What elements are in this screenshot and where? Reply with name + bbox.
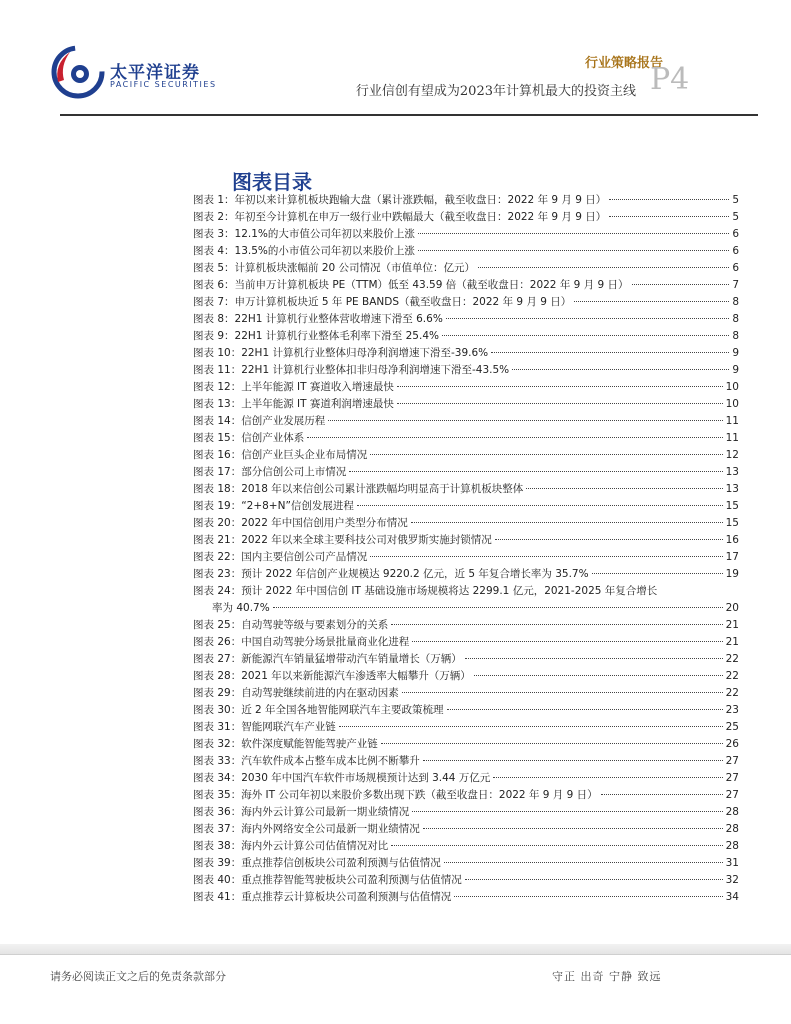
- toc-entry-page: 9: [732, 347, 739, 359]
- footer-band: [0, 944, 791, 954]
- toc-entry-label: 图表 25：自动驾驶等级与要素划分的关系: [193, 619, 389, 631]
- toc-leader-dots: [402, 692, 723, 693]
- toc-leader-dots: [526, 488, 722, 489]
- toc-entry-page: 20: [725, 602, 739, 614]
- toc-leader-dots: [592, 573, 723, 574]
- toc-entry-page: 8: [732, 330, 739, 342]
- toc-entry-label: 图表 27：新能源汽车销量猛增带动汽车销量增长（万辆）: [193, 653, 462, 665]
- toc-entry-label: 图表 37：海内外网络安全公司最新一期业绩情况: [193, 823, 420, 835]
- footer-divider: [0, 954, 791, 955]
- toc-entry-label: 图表 34：2030 年中国汽车软件市场规模预计达到 3.44 万亿元: [193, 772, 491, 784]
- toc-entry-page: 28: [725, 806, 739, 818]
- toc-leader-dots: [418, 233, 729, 234]
- toc-entry[interactable]: [193, 753, 739, 770]
- toc-entry-label: 图表 16：信创产业巨头企业布局情况: [193, 449, 368, 461]
- toc-entry[interactable]: [193, 634, 739, 651]
- toc-entry[interactable]: [193, 447, 739, 464]
- toc-leader-dots: [447, 709, 723, 710]
- toc-entry[interactable]: [193, 872, 739, 889]
- toc-leader-dots: [397, 386, 723, 387]
- toc-entry[interactable]: [193, 515, 739, 532]
- toc-entry-page: 22: [725, 670, 739, 682]
- toc-entry-page: 32: [725, 874, 739, 886]
- pacific-securities-logo-icon: [50, 44, 106, 100]
- toc-entry[interactable]: [193, 855, 739, 872]
- toc-entry-label: 图表 29：自动驾驶继续前进的内在驱动因素: [193, 687, 399, 699]
- toc-leader-dots: [442, 335, 729, 336]
- toc-entry-label: 图表 13：上半年能源 IT 赛道利润增速最快: [193, 398, 394, 410]
- toc-title: 图表目录: [232, 170, 312, 194]
- toc-entry-page: 13: [725, 466, 739, 478]
- toc-entry-label: 图表 21：2022 年以来全球主要科技公司对俄罗斯实施封锁情况: [193, 534, 492, 546]
- toc-entry[interactable]: [193, 498, 739, 515]
- toc-leader-dots: [465, 879, 723, 880]
- toc-entry[interactable]: [193, 651, 739, 668]
- toc-entry[interactable]: [193, 838, 739, 855]
- toc-leader-dots: [370, 556, 722, 557]
- report-type: 行业策略报告: [584, 56, 663, 71]
- toc-leader-dots: [412, 811, 722, 812]
- toc-entry-page: 12: [725, 449, 739, 461]
- toc-leader-dots: [397, 403, 723, 404]
- toc-entry-page: 26: [725, 738, 739, 750]
- toc-entry-page: 22: [725, 687, 739, 699]
- toc-entry-label: 图表 1：年初以来计算机板块跑输大盘（累计涨跌幅，截至收盘日：2022 年 9 月 9 日）: [193, 194, 607, 206]
- toc-leader-dots: [512, 369, 729, 370]
- toc-entry[interactable]: [193, 430, 739, 447]
- toc-entry[interactable]: [193, 685, 739, 702]
- toc-leader-dots: [328, 420, 722, 421]
- toc-entry-label: 图表 31：智能网联汽车产业链: [193, 721, 336, 733]
- toc-entry-label: 图表 35：海外 IT 公司年初以来股价多数出现下跌（截至收盘日：2022 年 9 月 9 日）: [193, 789, 598, 801]
- toc-leader-dots: [307, 437, 722, 438]
- toc-leader-dots: [349, 471, 722, 472]
- toc-entry[interactable]: [193, 294, 739, 311]
- toc-entry[interactable]: [193, 192, 739, 209]
- toc-entry-page: 25: [725, 721, 739, 733]
- toc-entry-page: 27: [725, 772, 739, 784]
- toc-entry-page: 10: [725, 398, 739, 410]
- toc-leader-dots: [418, 250, 729, 251]
- toc-leader-dots: [609, 216, 729, 217]
- report-title: 行业信创有望成为2023年计算机最大的投资主线: [355, 84, 636, 99]
- toc-entry-page: 16: [725, 534, 739, 546]
- toc-entry-label: 图表 40：重点推荐智能驾驶板块公司盈利预测与估值情况: [193, 874, 462, 886]
- toc-entry-label: 率为 40.7%: [212, 602, 270, 614]
- toc-entry[interactable]: [193, 821, 739, 838]
- toc-entry[interactable]: [193, 583, 739, 600]
- toc-entry[interactable]: [193, 311, 739, 328]
- toc-entry[interactable]: [193, 736, 739, 753]
- toc-leader-dots: [474, 675, 723, 676]
- toc-entry-label: 图表 30：近 2 年全国各地智能网联汽车主要政策梳理: [193, 704, 444, 716]
- toc-entry[interactable]: [193, 549, 739, 566]
- toc-leader-dots: [339, 726, 723, 727]
- toc-entry-label: 图表 20：2022 年中国信创用户类型分布情况: [193, 517, 408, 529]
- toc-entry-label: 图表 3：12.1%的大市值公司年初以来股价上涨: [193, 228, 415, 240]
- toc-entry[interactable]: [193, 277, 739, 294]
- toc-entry-label: 图表 15：信创产业体系: [193, 432, 305, 444]
- toc-entry[interactable]: [193, 464, 739, 481]
- toc-entry-label: 图表 18：2018 年以来信创公司累计涨跌幅均明显高于计算机板块整体: [193, 483, 524, 495]
- toc-leader-dots: [423, 760, 723, 761]
- toc-entry[interactable]: [193, 362, 739, 379]
- toc-entry-continuation[interactable]: [193, 600, 739, 617]
- toc-entry-page: 22: [725, 653, 739, 665]
- toc-entry-label: 图表 4：13.5%的小市值公司年初以来股价上涨: [193, 245, 415, 257]
- toc-entry[interactable]: [193, 396, 739, 413]
- toc-entry-page: 11: [725, 415, 739, 427]
- toc-leader-dots: [491, 352, 729, 353]
- toc-leader-dots: [391, 845, 722, 846]
- header-divider: [60, 114, 758, 116]
- toc-entry-label: 图表 32：软件深度赋能智能驾驶产业链: [193, 738, 378, 750]
- toc-leader-dots: [454, 896, 722, 897]
- toc-entry-page: 31: [725, 857, 739, 869]
- toc-leader-dots: [632, 284, 730, 285]
- toc-entry-label: 图表 23：预计 2022 年信创产业规模达 9220.2 亿元，近 5 年复合增长率为 35.7%: [193, 568, 589, 580]
- toc-entry-page: 6: [732, 262, 739, 274]
- toc-entry-label: 图表 24：预计 2022 年中国信创 IT 基础设施市场规模将达 2299.1 亿元，2021-2025 年复合增长: [193, 585, 658, 597]
- toc-entry[interactable]: [193, 617, 739, 634]
- toc-entry-page: 28: [725, 840, 739, 852]
- toc-leader-dots: [412, 641, 722, 642]
- toc-entry-label: 图表 9：22H1 计算机行业整体毛利率下滑至 25.4%: [193, 330, 439, 342]
- toc-entry[interactable]: [193, 804, 739, 821]
- toc-entry-page: 21: [725, 636, 739, 648]
- toc-entry-page: 6: [732, 228, 739, 240]
- toc-entry-label: 图表 19：“2+8+N”信创发展进程: [193, 500, 354, 512]
- toc-entry-page: 6: [732, 245, 739, 257]
- toc-leader-dots: [273, 607, 723, 608]
- toc-entry-page: 28: [725, 823, 739, 835]
- toc-leader-dots: [357, 505, 723, 506]
- toc-leader-dots: [444, 862, 723, 863]
- toc-entry-page: 8: [732, 296, 739, 308]
- table-of-figures: [193, 192, 739, 906]
- brand-name-en: PACIFIC SECURITIES: [110, 80, 217, 89]
- toc-entry[interactable]: [193, 532, 739, 549]
- toc-entry-label: 图表 22：国内主要信创公司产品情况: [193, 551, 368, 563]
- toc-entry-page: 27: [725, 789, 739, 801]
- toc-leader-dots: [601, 794, 723, 795]
- toc-entry-label: 图表 12：上半年能源 IT 赛道收入增速最快: [193, 381, 394, 393]
- toc-entry-page: 7: [732, 279, 739, 291]
- toc-entry-label: 图表 26：中国自动驾驶分场景批量商业化进程: [193, 636, 410, 648]
- toc-entry-page: 15: [725, 500, 739, 512]
- toc-entry-page: 13: [725, 483, 739, 495]
- toc-leader-dots: [423, 828, 723, 829]
- toc-entry[interactable]: [193, 566, 739, 583]
- toc-entry[interactable]: [193, 379, 739, 396]
- toc-entry-label: 图表 2：年初至今计算机在申万一级行业中跌幅最大（截至收盘日：2022 年 9 月 9 日）: [193, 211, 607, 223]
- toc-leader-dots: [495, 539, 723, 540]
- toc-entry[interactable]: [193, 260, 739, 277]
- toc-entry-page: 23: [725, 704, 739, 716]
- toc-entry[interactable]: [193, 413, 739, 430]
- toc-leader-dots: [609, 199, 729, 200]
- toc-entry[interactable]: [193, 209, 739, 226]
- toc-entry[interactable]: [193, 889, 739, 906]
- toc-entry[interactable]: [193, 668, 739, 685]
- toc-entry-label: 图表 41：重点推荐云计算板块公司盈利预测与估值情况: [193, 891, 452, 903]
- footer-motto: 守正 出奇 宁静 致远: [552, 970, 662, 983]
- toc-entry-label: 图表 11：22H1 计算机行业整体扣非归母净利润增速下滑至-43.5%: [193, 364, 510, 376]
- toc-entry-page: 27: [725, 755, 739, 767]
- toc-entry-page: 21: [725, 619, 739, 631]
- toc-entry[interactable]: [193, 243, 739, 260]
- toc-entry-page: 15: [725, 517, 739, 529]
- toc-leader-dots: [411, 522, 723, 523]
- page-number: P4: [650, 62, 690, 97]
- toc-entry-page: 34: [725, 891, 739, 903]
- toc-entry[interactable]: [193, 328, 739, 345]
- toc-entry-page: 10: [725, 381, 739, 393]
- toc-entry[interactable]: [193, 481, 739, 498]
- toc-entry-page: 19: [725, 568, 739, 580]
- toc-entry-label: 图表 5：计算机板块涨幅前 20 公司情况（市值单位：亿元）: [193, 262, 476, 274]
- toc-entry-label: 图表 14：信创产业发展历程: [193, 415, 326, 427]
- toc-entry-label: 图表 38：海内外云计算公司估值情况对比: [193, 840, 389, 852]
- toc-leader-dots: [574, 301, 729, 302]
- toc-leader-dots: [391, 624, 722, 625]
- toc-entry-label: 图表 8：22H1 计算机行业整体营收增速下滑至 6.6%: [193, 313, 443, 325]
- toc-entry-label: 图表 17：部分信创公司上市情况: [193, 466, 347, 478]
- toc-entry-label: 图表 36：海内外云计算公司最新一期业绩情况: [193, 806, 410, 818]
- toc-entry-page: 5: [732, 194, 739, 206]
- footer-disclaimer: 请务必阅读正文之后的免责条款部分: [50, 970, 226, 983]
- toc-entry[interactable]: [193, 345, 739, 362]
- toc-leader-dots: [381, 743, 723, 744]
- toc-entry-label: 图表 10：22H1 计算机行业整体归母净利润增速下滑至-39.6%: [193, 347, 489, 359]
- toc-entry-label: 图表 7：申万计算机板块近 5 年 PE BANDS（截至收盘日：2022 年 9 月 9 日）: [193, 296, 572, 308]
- toc-entry-page: 9: [732, 364, 739, 376]
- toc-entry[interactable]: [193, 226, 739, 243]
- toc-entry-page: 11: [725, 432, 739, 444]
- toc-leader-dots: [465, 658, 723, 659]
- toc-entry-page: 17: [725, 551, 739, 563]
- brand-name-cn: 太平洋证券: [110, 63, 200, 83]
- toc-entry-label: 图表 33：汽车软件成本占整车成本比例不断攀升: [193, 755, 420, 767]
- toc-leader-dots: [478, 267, 729, 268]
- toc-entry[interactable]: [193, 719, 739, 736]
- toc-entry-label: 图表 6：当前申万计算机板块 PE（TTM）低至 43.59 倍（截至收盘日：2022 年 9 月 9 日）: [193, 279, 629, 291]
- toc-leader-dots: [493, 777, 722, 778]
- toc-entry[interactable]: [193, 770, 739, 787]
- toc-entry-label: 图表 39：重点推荐信创板块公司盈利预测与估值情况: [193, 857, 441, 869]
- toc-leader-dots: [446, 318, 730, 319]
- toc-entry-page: 8: [732, 313, 739, 325]
- toc-entry[interactable]: [193, 787, 739, 804]
- toc-entry-label: 图表 28：2021 年以来新能源汽车渗透率大幅攀升（万辆）: [193, 670, 471, 682]
- toc-entry[interactable]: [193, 702, 739, 719]
- toc-entry-page: 5: [732, 211, 739, 223]
- toc-leader-dots: [370, 454, 722, 455]
